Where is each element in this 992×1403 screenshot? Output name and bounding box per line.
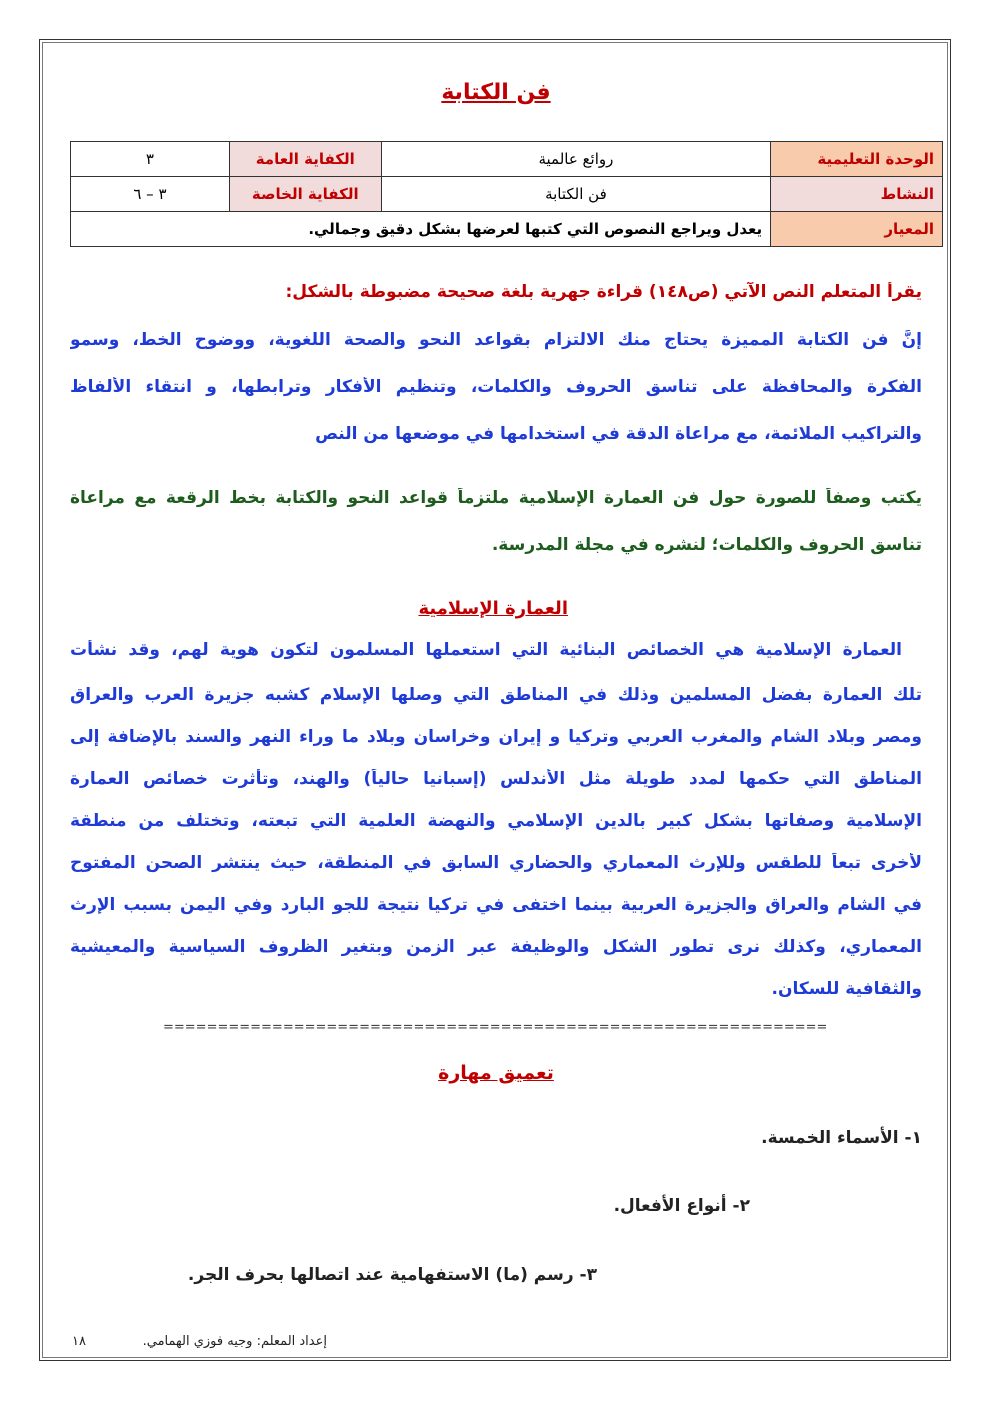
article-line-4: المناطق التي حكمها لمدد طويلة مثل الأندلس (إسبانيا حالياً) والهند، وتأثرت خصائص العمارة <box>70 769 922 789</box>
info-row-criterion <box>71 212 943 247</box>
criterion-value: يعدل ويراجع النصوص التي كتبها لعرضها بشكل دقيق وجمالي. <box>71 212 771 247</box>
writing-task-line-1: يكتب وصفاً للصورة حول فن العمارة الإسلامية ملتزماً قواعد النحو والكتابة بخط الرقعة مع مراعاة <box>70 488 922 508</box>
skill-item-3: ٣- رسم (ما) الاستفهامية عند اتصالها بحرف الجر. <box>187 1265 597 1285</box>
reading-line-1: إنَّ فن الكتابة المميزة يحتاج منك الالتزام بقواعد النحو والصحة اللغوية، ووضوح الخط، وسمو <box>70 330 922 350</box>
article-line-3: ومصر وبلاد الشام والمغرب العربي وتركيا و إيران وخراسان وبلاد ما وراء النهر والسند بالإضافة إلى <box>70 727 922 747</box>
special-competency-label: الكفاية الخاصة <box>229 177 381 212</box>
page-title: فن الكتابة <box>441 80 551 105</box>
info-table <box>70 141 943 247</box>
general-competency-value: ٣ <box>71 142 230 177</box>
general-competency-label: الكفاية العامة <box>229 142 381 177</box>
article-line-9: والثقافية للسكان. <box>771 979 922 999</box>
skill-title: تعميق مهارة <box>438 1062 554 1084</box>
unit-label: الوحدة التعليمية <box>771 142 943 177</box>
separator-line: ============================================================= <box>163 1020 828 1035</box>
reading-instruction: يقرأ المتعلم النص الآتي (ص١٤٨) قراءة جهرية بلغة صحيحة مضبوطة بالشكل: <box>285 282 922 302</box>
reading-line-2: الفكرة والمحافظة على تناسق الحروف والكلمات، وتنظيم الأفكار وترابطها، و انتقاء الألفاظ <box>70 377 922 397</box>
article-line-2: تلك العمارة بفضل المسلمين وذلك في المناطق التي وصلها الإسلام كشبه جزيرة العرب والعراق <box>70 685 922 705</box>
skill-item-2: ٢- أنواع الأفعال. <box>613 1196 750 1216</box>
article-line-1: العمارة الإسلامية هي الخصائص البنائية التي استعملها المسلمون لتكون هوية لهم، وقد نشأت <box>70 640 902 660</box>
article-line-8: المعماري، وكذلك نرى تطور الشكل والوظيفة عبر الزمن وبتغير الظروف السياسية والمعيشية <box>70 937 922 957</box>
footer-page-number: ١٨ <box>72 1334 86 1349</box>
activity-value: فن الكتابة <box>381 177 770 212</box>
article-title: العمارة الإسلامية <box>418 598 568 619</box>
info-row-unit <box>71 142 943 177</box>
article-line-7: في الشام والعراق والجزيرة العربية بينما اختفى في تركيا نتيجة للجو البارد وفي اليمن بسبب الإرث <box>70 895 922 915</box>
activity-label: النشاط <box>771 177 943 212</box>
unit-value: روائع عالمية <box>381 142 770 177</box>
info-row-activity <box>71 177 943 212</box>
reading-line-3: والتراكيب الملائمة، مع مراعاة الدقة في استخدامها في موضعها من النص <box>315 424 922 444</box>
criterion-label: المعيار <box>771 212 943 247</box>
writing-task-line-2: تناسق الحروف والكلمات؛ لنشره في مجلة المدرسة. <box>491 535 922 555</box>
skill-item-1: ١- الأسماء الخمسة. <box>761 1128 922 1148</box>
footer-author: إعداد المعلم: وجيه فوزي الهمامي. <box>142 1334 327 1349</box>
article-line-5: الإسلامية وصفاتها بشكل كبير بالدين الإسلامي والنهضة العلمية التي تبعته، وتختلف من منطقة <box>70 811 922 831</box>
special-competency-value: ٣ – ٦ <box>71 177 230 212</box>
article-line-6: لأخرى تبعاً للطقس وللإرث المعماري والحضاري السابق في المنطقة، حيث ينتشر الصحن المفتوح <box>70 853 922 873</box>
